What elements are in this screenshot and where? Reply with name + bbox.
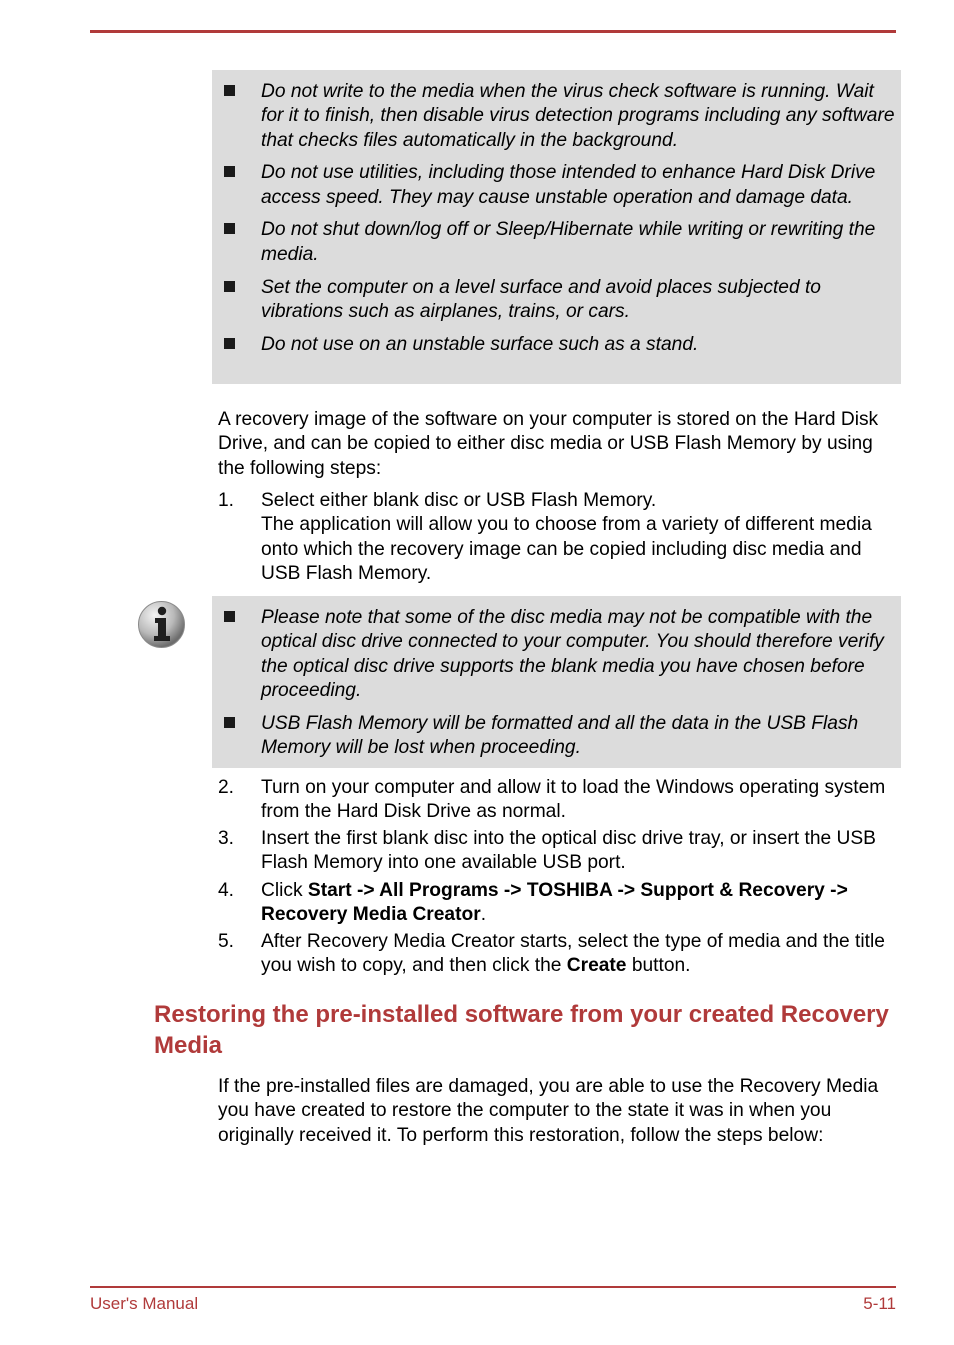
bullet-icon	[224, 85, 235, 96]
section-paragraph: If the pre-installed files are damaged, you are able to use the Recovery Media you have created to restore the computer to the state it was in when you originally received it. To perform this restoration, follow the steps below:	[218, 1076, 879, 1146]
caution-text: Do not use on an unstable surface such as a stand.	[261, 333, 699, 355]
info-box	[212, 596, 901, 768]
caution-text: Do not use utilities, including those intended to enhance Hard Disk Drive access speed. They may cause unstable operation and damage data.	[261, 162, 876, 208]
step-text-end: button.	[626, 955, 691, 977]
bullet-icon	[224, 717, 235, 728]
bullet-icon	[224, 338, 235, 349]
info-text: Please note that some of the disc media may not be compatible with the optical disc drive connected to your computer. You should therefore verify the optical disc drive supports the blank media you have chosen before proceeding.	[261, 607, 884, 701]
caution-item	[218, 333, 895, 357]
step-detail: The application will allow you to choose from a variety of different media onto which the recovery image can be copied including disc media and USB Flash Memory.	[261, 514, 872, 584]
info-item	[218, 606, 895, 703]
caution-text: Set the computer on a level surface and avoid places subjected to vibrations such as airplanes, trains, or cars.	[261, 276, 821, 322]
caution-text: Do not shut down/log off or Sleep/Hibernate while writing or rewriting the media.	[261, 219, 876, 265]
bullet-icon	[224, 166, 235, 177]
info-text: USB Flash Memory will be formatted and all the data in the USB Flash Memory will be lost when proceeding.	[261, 712, 859, 758]
footer-rule	[90, 1286, 896, 1288]
bullet-icon	[224, 223, 235, 234]
step-1	[218, 489, 898, 586]
caution-box	[212, 70, 901, 384]
step-5	[218, 930, 898, 979]
step-text-end: .	[480, 904, 487, 926]
step-number: 2.	[218, 777, 235, 798]
caution-item	[218, 218, 895, 267]
step-text: Insert the first blank disc into the optical disc drive tray, or insert the USB Flash Memory into one available USB port.	[261, 828, 876, 874]
header-rule	[90, 30, 896, 33]
step-text: Turn on your computer and allow it to load the Windows operating system from the Hard Disk Drive as normal.	[261, 777, 886, 823]
step-number: 3.	[218, 828, 235, 849]
footer-title: User's Manual	[90, 1294, 199, 1313]
step-2	[218, 776, 898, 825]
menu-path: Start -> All Programs -> TOSHIBA -> Support & Recovery -> Recovery Media Creator	[261, 880, 848, 926]
step-number: 4.	[218, 880, 235, 901]
page-number: 5-11	[863, 1294, 896, 1313]
step-text: After Recovery Media Creator starts, select the type of media and the title you wish to copy, and then click the	[261, 931, 885, 977]
caution-item	[218, 80, 895, 153]
step-number: 5.	[218, 931, 235, 952]
caution-item	[218, 276, 895, 325]
info-item	[218, 712, 895, 761]
create-label: Create	[566, 955, 627, 977]
bullet-icon	[224, 281, 235, 292]
caution-item	[218, 161, 895, 210]
info-icon	[137, 600, 186, 649]
bullet-icon	[224, 611, 235, 622]
intro-paragraph: A recovery image of the software on your computer is stored on the Hard Disk Drive, and can be copied to either disc media or USB Flash Memory by using the following steps:	[218, 409, 879, 479]
caution-text: Do not write to the media when the virus check software is running. Wait for it to finish, then disable virus detection programs including any software that checks files automatically in the background.	[261, 81, 895, 151]
section-heading: Restoring the pre-installed software from your created Recovery Media	[154, 1001, 889, 1059]
step-number: 1.	[218, 490, 235, 511]
step-4	[218, 879, 898, 928]
step-3	[218, 827, 898, 876]
step-text: Select either blank disc or USB Flash Memory.	[261, 490, 657, 511]
step-text: Click	[261, 880, 308, 901]
